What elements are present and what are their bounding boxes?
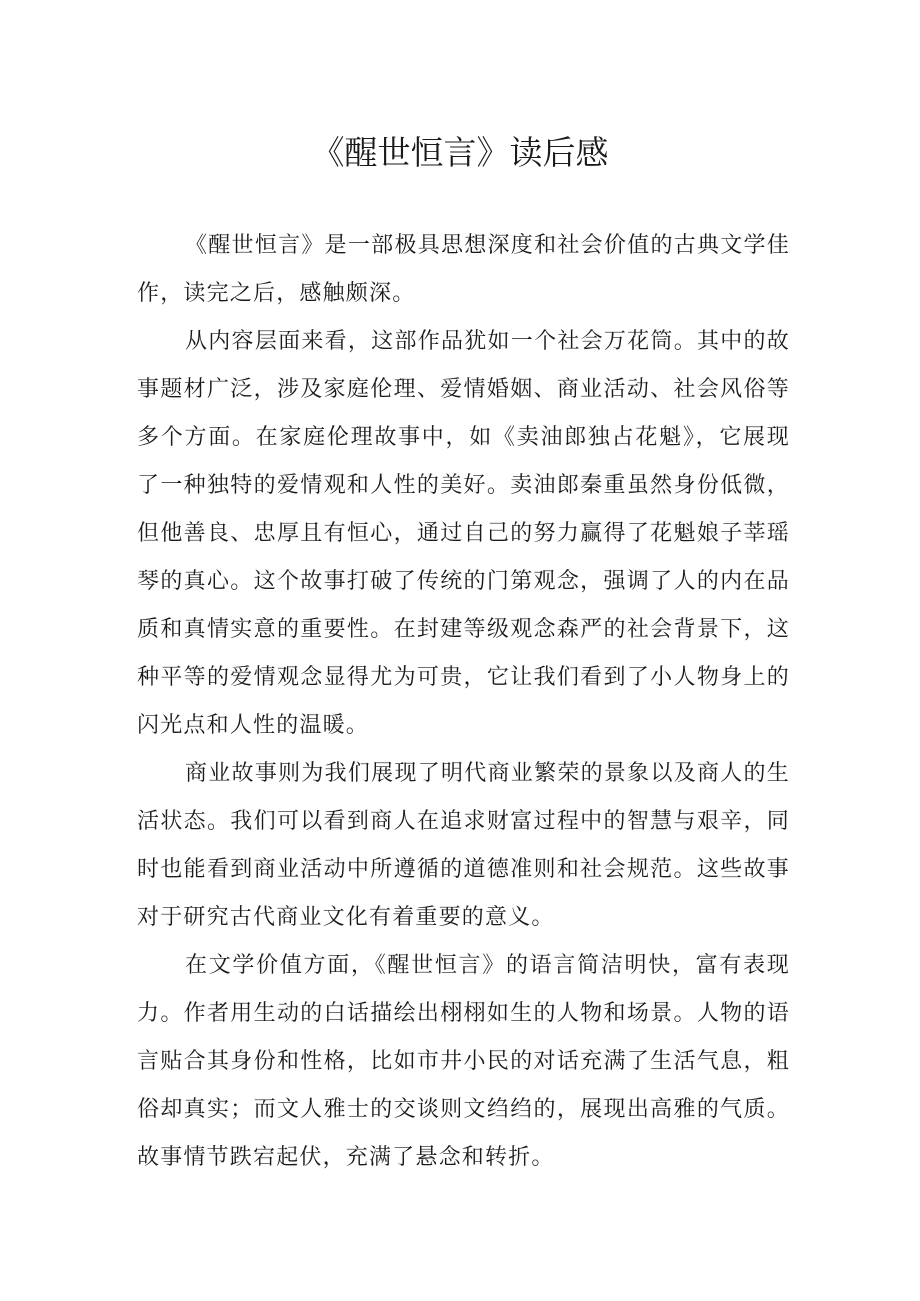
paragraph-intro: 《醒世恒言》是一部极具思想深度和社会价值的古典文学佳作，读完之后，感触颇深。 (137, 233, 790, 306)
paragraph-content: 从内容层面来看，这部作品犹如一个社会万花筒。其中的故事题材广泛，涉及家庭伦理、爱情婚姻、商业活动、社会风俗等多个方面。在家庭伦理故事中，如《卖油郎独占花魁》，它展现了一种独特的爱情观和人性的美好。卖油郎秦重虽然身份低微，但他善良、忠厚且有恒心，通过自己的努力赢得了花魁娘子莘瑶琴的真心。这个故事打破了传统的门第观念，强调了人的内在品质和真情实意的重要性。在封建等级观念森严的社会背景下，这种平等的爱情观念显得尤为可贵，它让我们看到了小人物身上的闪光点和人性的温暖。 (137, 329, 790, 738)
paragraph-commerce: 商业故事则为我们展现了明代商业繁荣的景象以及商人的生活状态。我们可以看到商人在追求财富过程中的智慧与艰辛，同时也能看到商业活动中所遵循的道德准则和社会规范。这些故事对于研究古代商业文化有着重要的意义。 (137, 761, 790, 930)
paragraph-literary-value: 在文学价值方面，《醒世恒言》的语言简洁明快，富有表现力。作者用生动的白话描绘出栩栩如生的人物和场景。人物的语言贴合其身份和性格，比如市井小民的对话充满了生活气息，粗俗却真实；而文人雅士的交谈则文绉绉的，展现出高雅的气质。故事情节跌宕起伏，充满了悬念和转折。 (137, 953, 790, 1170)
document-title: 《醒世恒言》读后感 (311, 133, 609, 172)
document-body (137, 222, 790, 1182)
